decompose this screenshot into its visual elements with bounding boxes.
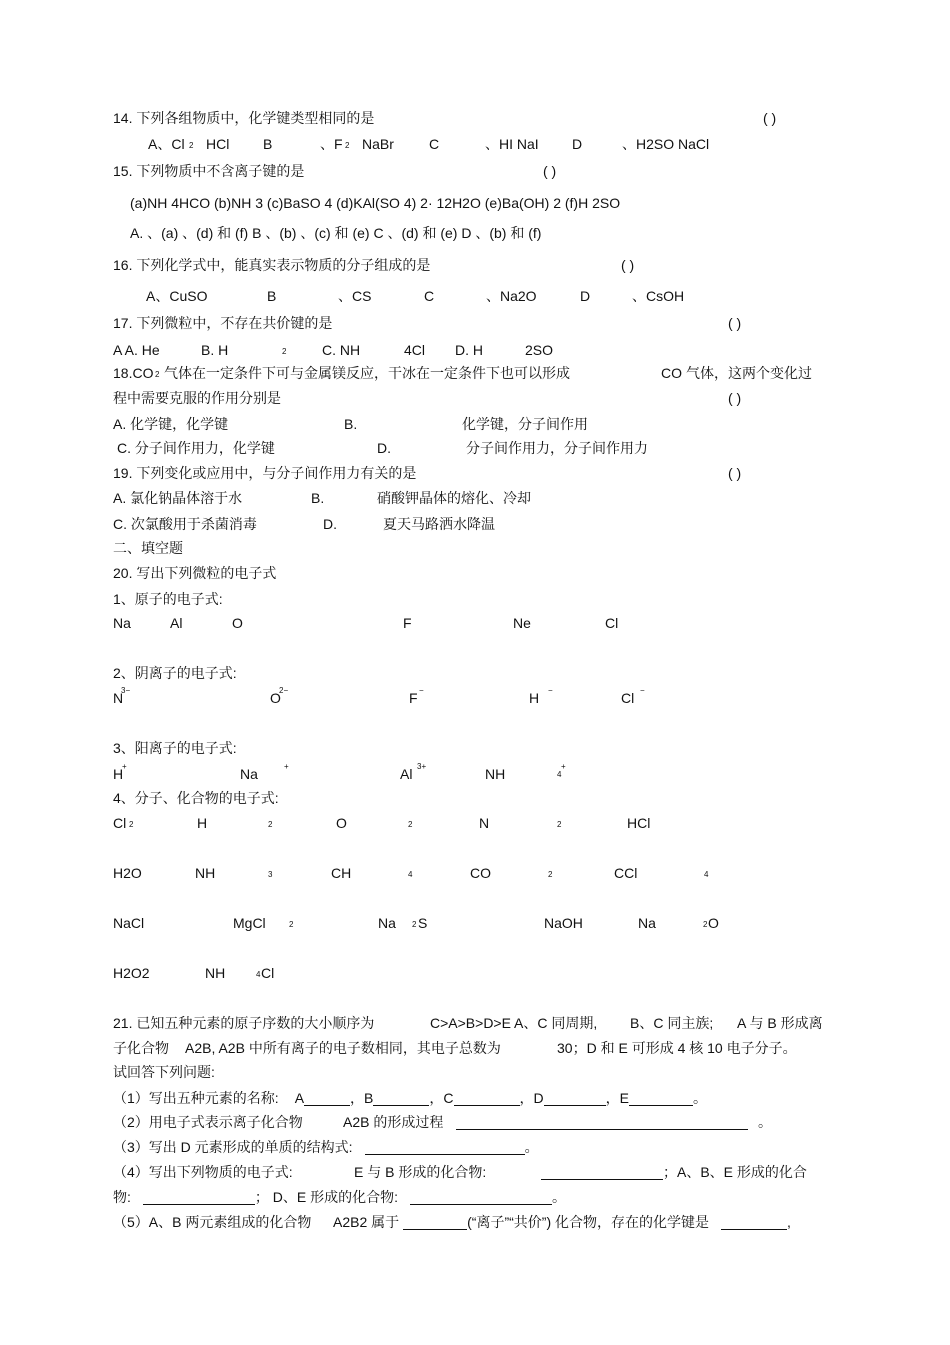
q21-s5-b: A2B2 属于 (333, 1214, 400, 1230)
q16-option-c: 、Na2O (486, 288, 537, 304)
anion-cl: Cl (621, 690, 635, 706)
atom-cl: Cl (605, 615, 619, 631)
atom-na: Na (113, 615, 131, 631)
q21-s1-end: 。 (692, 1090, 707, 1106)
mol-nh4cl-cl: Cl (261, 965, 275, 981)
q21-answer-eb[interactable] (541, 1166, 663, 1180)
q17-option-d-sub: 2SO (525, 342, 554, 358)
q21-s4-d: 物: (113, 1189, 131, 1205)
mol-ch4-sub: 4 (408, 870, 413, 879)
section-title: 二、填空题 (113, 540, 183, 556)
q21-answer-abe[interactable] (143, 1191, 255, 1205)
atom-al: Al (170, 615, 183, 631)
mol-o2: O (336, 815, 347, 831)
mol-cl2: Cl (113, 815, 127, 831)
q21-line2b: A2B, A2B 中所有离子的电子数相同，其电子总数为 (185, 1040, 501, 1056)
q21-s4-e: ； D、E 形成的化合物: (254, 1189, 399, 1205)
q21-s4-a: （4）写出下列物质的电子式: (113, 1164, 293, 1180)
q18-line1d: 气体，这两个变化过 (686, 365, 812, 381)
q21-s4-line2 (113, 1189, 566, 1205)
anion-f: F (409, 690, 418, 706)
q21-s2-end: 。 (758, 1114, 772, 1130)
q21-s5-end: , (787, 1214, 791, 1230)
cation-al: Al (400, 766, 413, 782)
q21-s5-c: (“离子”“共价”) 化合物，存在的化学键是 (467, 1214, 710, 1230)
q17-option-c: C. NH (322, 342, 361, 358)
q21-line1d: A 与 B 形成离 (737, 1015, 823, 1031)
atom-o: O (232, 615, 243, 631)
cation-nh4-charge: + (561, 762, 566, 771)
q15-paren: ( ) (543, 163, 557, 179)
q21-s2-b: A2B 的形成过程 (343, 1114, 444, 1130)
anion-cl-charge: − (640, 686, 645, 695)
q21-answer-a[interactable] (304, 1092, 350, 1106)
q20-p4-title: 4、分子、化合物的电子式: (113, 790, 279, 806)
q14-option-b-rest: NaBr (362, 136, 394, 152)
q21-s3-line (113, 1139, 539, 1155)
q21-answer-de[interactable] (410, 1191, 552, 1205)
mol-ccl4-sub: 4 (704, 870, 709, 879)
q15-answers: A. 、(a) 、(d) 和 (f) B 、(b) 、(c) 和 (e) C 、(d) 和 (e) D 、(b) 和 (f) (130, 225, 542, 241)
mol-ccl4: CCl (614, 865, 638, 881)
q19-option-d: 夏天马路洒水降温 (383, 516, 495, 532)
q21-s4-line (541, 1164, 807, 1180)
cation-al-charge: 3+ (417, 762, 427, 771)
q17-option-c-sub: 4Cl (404, 342, 426, 358)
mol-co2-sub: 2 (548, 870, 553, 879)
anion-n-charge: 3− (121, 686, 131, 695)
anion-f-charge: − (419, 686, 424, 695)
q21-answer-c[interactable] (454, 1092, 520, 1106)
q16-option-d-label: D (580, 288, 591, 304)
q18-option-b-label: B. (344, 416, 358, 432)
anion-h-charge: − (548, 686, 553, 695)
mol-mgcl2: MgCl (233, 915, 266, 931)
q21-line1a: 21. 已知五种元素的原子序数的大小顺序为 (113, 1015, 375, 1031)
q14-option-b: 、F (320, 136, 343, 152)
cation-h-charge: + (122, 762, 127, 771)
q21-answer-structure[interactable] (365, 1141, 525, 1155)
anion-o-charge: 2− (279, 686, 289, 695)
q21-s4-c: ；A、B、E 形成的化合 (663, 1164, 807, 1180)
q18-option-d: 分子间作用力，分子间作用力 (466, 440, 648, 456)
q14-option-c-label: C (429, 136, 440, 152)
q18-option-b: 化学键，分子间作用 (462, 416, 588, 432)
mol-na2o2-na: Na (638, 915, 656, 931)
q18-line1-sub: 2 (155, 370, 160, 379)
q21-s4-b: E 与 B 形成的化合物: (354, 1164, 487, 1180)
q21-s1-label: （1）写出五种元素的名称: (113, 1090, 279, 1106)
q18-paren: ( ) (728, 390, 742, 406)
q16-option-b: 、CS (338, 288, 372, 304)
mol-h2o: H2O (113, 865, 142, 881)
q14-option-a-sub: 2 (189, 141, 194, 150)
q16-option-c-label: C (424, 288, 435, 304)
mol-n2-sub: 2 (557, 820, 562, 829)
q21-s1-a: A (294, 1090, 305, 1106)
q21-s4-end: 。 (552, 1189, 567, 1205)
cation-na-charge: + (284, 762, 289, 771)
mol-ch4: CH (331, 865, 352, 881)
q16-option-b-label: B (267, 288, 277, 304)
q15-stem: 15. 下列物质中不含离子键的是 (113, 163, 305, 179)
anion-n: N (113, 690, 124, 706)
mol-naoh: NaOH (544, 915, 583, 931)
q21-answer-d[interactable] (544, 1092, 606, 1106)
q14-paren: ( ) (763, 110, 777, 126)
q18-option-d-label: D. (377, 440, 391, 456)
mol-n2: N (479, 815, 490, 831)
mol-co2: CO (470, 865, 491, 881)
q18-line1c: CO (661, 365, 682, 381)
q17-option-a: A A. He (113, 342, 160, 358)
q21-line1b: C>A>B>D>E A、C 同周期, (430, 1015, 598, 1031)
atom-ne: Ne (513, 615, 531, 631)
q19-option-b: 硝酸钾晶体的熔化、冷却 (377, 490, 531, 506)
q16-option-d: 、CsOH (632, 288, 685, 304)
mol-nh3-sub: 3 (268, 870, 273, 879)
q14-option-a-rest: HCl (206, 136, 230, 152)
mol-mgcl2-sub: 2 (289, 920, 294, 929)
atom-f: F (403, 615, 412, 631)
q21-answer-bond[interactable] (721, 1216, 787, 1230)
q21-answer-e[interactable] (629, 1092, 693, 1106)
mol-nh3: NH (195, 865, 216, 881)
mol-na2s-s: S (418, 915, 428, 931)
q18-option-a: A. 化学键，化学键 (113, 416, 229, 432)
q21-s2-a: （2）用电子式表示离子化合物 (113, 1114, 303, 1130)
mol-na2s-na: Na (378, 915, 396, 931)
mol-nh4cl-sub: 4 (256, 970, 261, 979)
q17-option-b-sub: 2 (282, 347, 287, 356)
mol-na2o2-o: O (708, 915, 719, 931)
q19-paren: ( ) (728, 465, 742, 481)
q14-option-d-label: D (572, 136, 583, 152)
mol-o2-sub: 2 (408, 820, 413, 829)
q14-option-d: 、H2SO NaCl (622, 136, 710, 152)
q21-line1c: B、C 同主族; (630, 1015, 714, 1031)
mol-h2: H (197, 815, 208, 831)
q19-option-b-label: B. (311, 490, 325, 506)
q17-paren: ( ) (728, 315, 742, 331)
q14-option-a: A、Cl (148, 136, 185, 152)
q21-line2c: 30；D 和 E 可形成 4 核 10 电子分子。 (557, 1040, 797, 1056)
q20-p3-title: 3、阳离子的电子式: (113, 740, 237, 756)
cation-na: Na (240, 766, 258, 782)
anion-h: H (529, 690, 540, 706)
q19-option-c: C. 次氯酸用于杀菌消毒 (113, 516, 257, 532)
q20-p1-title: 1、原子的电子式: (113, 591, 223, 607)
mol-h2o2: H2O2 (113, 965, 150, 981)
q16-stem: 16. 下列化学式中，能真实表示物质的分子组成的是 (113, 257, 431, 273)
q18-option-c: C. 分子间作用力，化学键 (117, 440, 275, 456)
q17-option-d: D. H (455, 342, 483, 358)
cation-nh4-sub: 4 (557, 770, 562, 779)
q21-s3: （3）写出 D 元素形成的单质的结构式: (113, 1139, 353, 1155)
q14-option-b-label: B (263, 136, 273, 152)
q21-line3: 试回答下列问题: (113, 1064, 215, 1080)
q15-items: (a)NH 4HCO (b)NH 3 (c)BaSO 4 (d)KAl(SO 4) 2· 12H2O (e)Ba(OH) 2 (f)H 2SO (130, 195, 621, 211)
mol-cl2-sub: 2 (129, 820, 134, 829)
anion-o: O (270, 690, 281, 706)
q20-p2-title: 2、阴离子的电子式: (113, 665, 237, 681)
q14-option-c: 、HI NaI (485, 136, 539, 152)
cation-nh4: NH (485, 766, 506, 782)
q18-line2: 程中需要克服的作用分别是 (113, 390, 281, 406)
q14-option-b-sub: 2 (345, 141, 350, 150)
q21-s3-end: 。 (524, 1139, 539, 1155)
q21-s1-d: ，D (519, 1090, 544, 1106)
q18-line1b: 气体在一定条件下可与金属镁反应，干冰在一定条件下也可以形成 (164, 365, 570, 381)
q16-option-a: A、CuSO (146, 288, 208, 304)
q21-s5-a: （5）A、B 两元素组成的化合物 (113, 1214, 312, 1230)
mol-nacl: NaCl (113, 915, 145, 931)
q21-answer-type[interactable] (403, 1216, 467, 1230)
mol-h2-sub: 2 (268, 820, 273, 829)
mol-nh4cl-nh: NH (205, 965, 226, 981)
q19-option-d-label: D. (323, 516, 337, 532)
q21-s1-c: ，C (429, 1090, 454, 1106)
q21-answer-formation[interactable] (456, 1116, 748, 1130)
q17-option-b: B. H (201, 342, 229, 358)
q18-line1a: 18.CO (113, 365, 154, 381)
mol-hcl: HCl (627, 815, 651, 831)
mol-na2o2-sub: 2 (703, 920, 708, 929)
q21-s1-e: ，E (605, 1090, 629, 1106)
q20-stem: 20. 写出下列微粒的电子式 (113, 565, 277, 581)
q21-line2a: 子化合物 (113, 1040, 169, 1056)
q21-s1-b: ，B (350, 1090, 374, 1106)
q21-s5-line (333, 1214, 791, 1230)
q21-answer-b[interactable] (373, 1092, 429, 1106)
q17-stem: 17. 下列微粒中，不存在共价键的是 (113, 315, 333, 331)
mol-na2s-sub: 2 (412, 920, 417, 929)
q16-paren: ( ) (621, 257, 635, 273)
q19-stem: 19. 下列变化或应用中，与分子间作用力有关的是 (113, 465, 417, 481)
q14-stem: 14. 下列各组物质中，化学键类型相同的是 (113, 110, 375, 126)
q21-s2-line (456, 1114, 772, 1130)
q21-s1 (113, 1090, 707, 1106)
cation-h: H (113, 766, 124, 782)
q19-option-a: A. 氯化钠晶体溶于水 (113, 490, 243, 506)
